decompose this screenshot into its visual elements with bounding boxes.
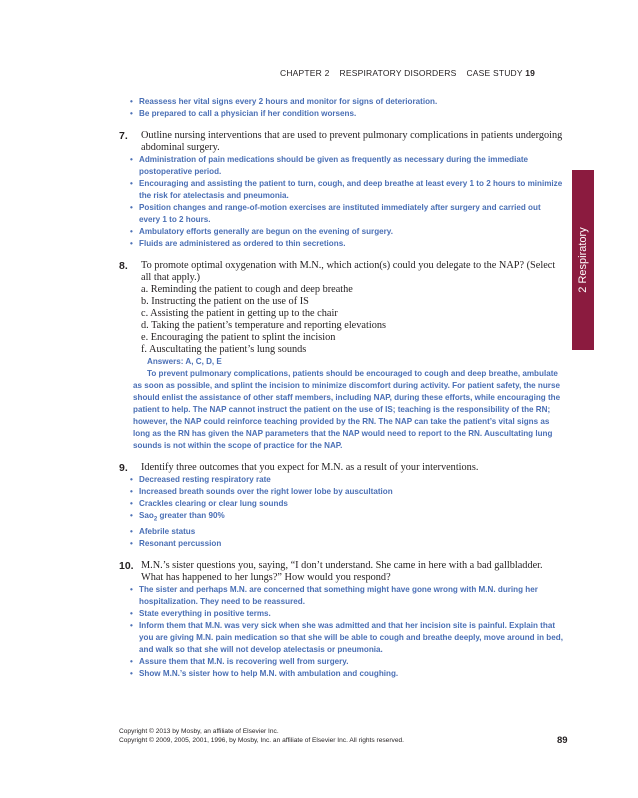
list-item: • Afebrile status xyxy=(130,526,563,538)
sao2-prefix: Sao xyxy=(139,511,154,520)
list-item: • Reassess her vital signs every 2 hours and monitor for signs of deterioration. xyxy=(130,96,563,108)
answer-bullet-list xyxy=(119,584,563,680)
list-item: • Decreased resting respiratory rate xyxy=(130,474,563,486)
copyright-line-2: Copyright © 2009, 2005, 2001, 1996, by Mosby, Inc. an affiliate of Elsevier Inc. All rights reserved. xyxy=(119,736,405,744)
list-item: • Resonant percussion xyxy=(130,538,563,550)
option-list xyxy=(119,284,563,356)
question-10 xyxy=(119,560,563,680)
list-item: • State everything in positive terms. xyxy=(130,608,563,620)
question-number: 7. xyxy=(119,130,128,142)
header-case-number: 19 xyxy=(525,68,536,78)
list-item: • Show M.N.’s sister how to help M.N. with ambulation and coughing. xyxy=(130,668,563,680)
list-item: • Increased breath sounds over the right lower lobe by auscultation xyxy=(130,486,563,498)
list-item: • Crackles clearing or clear lung sounds xyxy=(130,498,563,510)
question-prompt: Identify three outcomes that you expect for M.N. as a result of your interventions. xyxy=(141,462,479,473)
question-text xyxy=(119,462,563,474)
list-item: • Encouraging and assisting the patient to turn, cough, and deep breathe at least every 1 to 2 hours to minimize the risk for atelectasis and pneumonia. xyxy=(130,178,563,202)
side-tab-label: 2 Respiratory xyxy=(577,227,589,293)
question-text xyxy=(119,260,563,284)
question-prompt: Outline nursing interventions that are used to prevent pulmonary complications in patients undergoing abdominal surgery. xyxy=(141,130,563,153)
list-item: • Be prepared to call a physician if her condition worsens. xyxy=(130,108,563,120)
option-c: c. Assisting the patient in getting up to the chair xyxy=(141,308,338,319)
rationale-text: To prevent pulmonary complications, patients should be encouraged to cough and deep breathe, ambulate as soon as possible, and splint the incision to minimize discomfort during activity. For patient safety, the nurse should enlist the assistance of other staff members, including NAP, during these efforts, while encouraging the patient to help. The NAP cannot instruct the patient on the use of IS; teaching is the responsibility of the RN; however, the NAP could reinforce teaching provided by the RN. The NAP can take the patient’s vital signs as long as the RN has given the NAP parameters that the NAP would need to report to the RN. Auscultating lung sounds is not within the scope of practice for the NAP. xyxy=(133,369,561,450)
page-number: 89 xyxy=(557,735,568,746)
list-item: • Assure them that M.N. is recovering well from surgery. xyxy=(130,656,563,668)
option-f: f. Auscultating the patient’s lung sounds xyxy=(141,344,307,355)
list-item: • Inform them that M.N. was very sick when she was admitted and that her incision site is painful. Explain that you are giving M.N. pain medication so that she will be able to cough and breathe deeply, move around in bed, and walk so that she will not develop atelectasis or pneumonia. xyxy=(130,620,563,656)
copyright-footer xyxy=(119,728,569,745)
chapter-side-tab xyxy=(572,170,594,350)
option-a: a. Reminding the patient to cough and deep breathe xyxy=(141,284,353,295)
sao2-subscript: 2 xyxy=(153,516,158,523)
question-prompt: To promote optimal oxygenation with M.N., which action(s) could you delegate to the NAP? (Select all that apply.) xyxy=(141,260,556,283)
question-text xyxy=(119,130,563,154)
option-e: e. Encouraging the patient to splint the incision xyxy=(141,332,336,343)
answers-label: Answers: A, C, D, E xyxy=(147,357,222,366)
question-prompt: M.N.’s sister questions you, saying, “I don’t understand. She came in here with a bad gallbladder. What has happened to her lungs?” How would you respond? xyxy=(141,559,543,583)
copyright-line-1: Copyright © 2013 by Mosby, an affiliate of Elsevier Inc. xyxy=(119,728,279,735)
page-content xyxy=(119,96,563,680)
question-text xyxy=(119,560,563,584)
sao2-suffix: greater than 90% xyxy=(157,511,225,520)
list-item: • The sister and perhaps M.N. are concerned that something might have gone wrong with M.N. during her hospitalization. They need to be reassured. xyxy=(130,584,563,608)
header-case: CASE STUDY xyxy=(466,68,523,78)
header-section: RESPIRATORY DISORDERS xyxy=(339,68,457,78)
intro-bullet-list xyxy=(119,96,563,120)
question-9 xyxy=(119,462,563,550)
question-number: 8. xyxy=(119,260,128,272)
question-number: 9. xyxy=(119,462,128,474)
answer-block xyxy=(119,356,563,452)
answer-bullet-list xyxy=(119,154,563,250)
list-item: • Fluids are administered as ordered to thin secretions. xyxy=(130,238,563,250)
list-item: • Administration of pain medications should be given as frequently as necessary during the immediate postoperative period. xyxy=(130,154,563,178)
list-item-sao2 xyxy=(130,510,563,526)
option-b: b. Instructing the patient on the use of IS xyxy=(141,296,309,307)
header-chapter: CHAPTER 2 xyxy=(280,68,330,78)
list-item: • Position changes and range-of-motion exercises are instituted immediately after surgery and carried out every 1 to 2 hours. xyxy=(130,202,563,226)
running-header xyxy=(280,68,535,78)
question-number: 10. xyxy=(119,559,134,572)
list-item: • Ambulatory efforts generally are begun on the evening of surgery. xyxy=(130,226,563,238)
answer-bullet-list xyxy=(119,474,563,550)
question-8 xyxy=(119,260,563,452)
question-7 xyxy=(119,130,563,250)
option-d: d. Taking the patient’s temperature and reporting elevations xyxy=(141,320,386,331)
